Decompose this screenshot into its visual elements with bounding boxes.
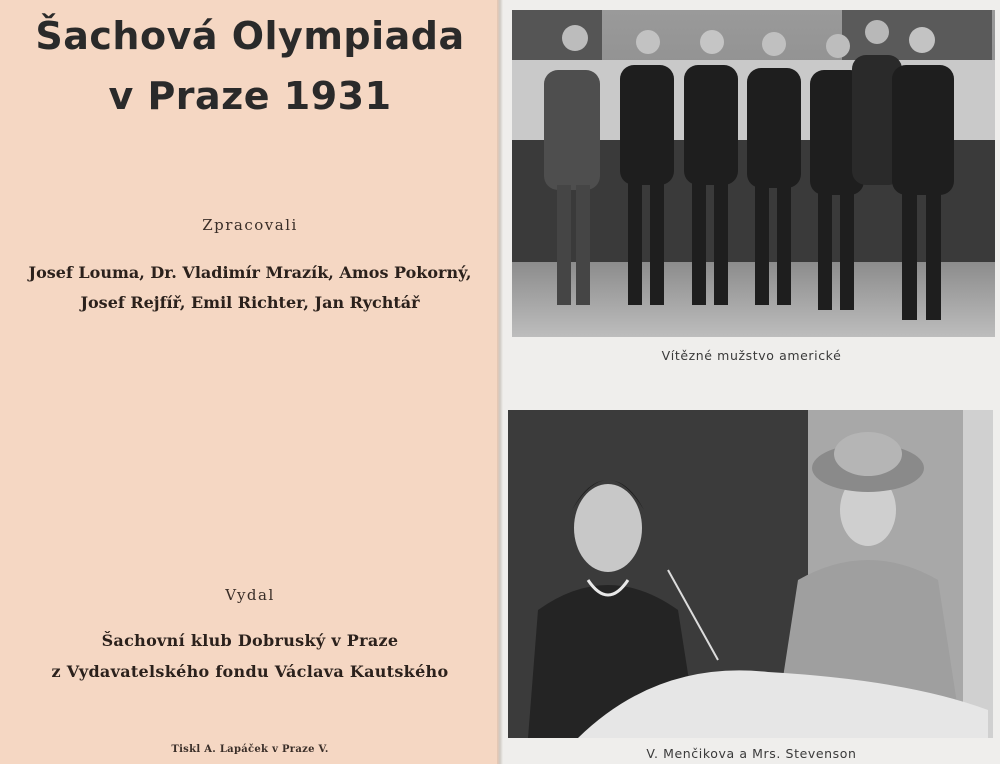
photo-page bbox=[503, 0, 1000, 764]
publisher-line-1: Šachovní klub Dobruský v Praze bbox=[101, 631, 399, 650]
credits-label: Zpracovali bbox=[202, 216, 298, 234]
team-photo-image bbox=[512, 10, 995, 337]
book-title-line-1: Šachová Olympiada bbox=[35, 14, 465, 58]
authors-line-1: Josef Louma, Dr. Vladimír Mrazík, Amos Pokorný, bbox=[28, 263, 472, 282]
women-photo bbox=[508, 410, 993, 738]
team-photo bbox=[512, 10, 995, 337]
authors-line-2: Josef Rejfíř, Emil Richter, Jan Rychtář bbox=[80, 293, 420, 312]
publisher-label: Vydal bbox=[225, 586, 275, 604]
book-title-line-2: v Praze 1931 bbox=[108, 74, 392, 118]
women-photo-image bbox=[508, 410, 993, 738]
publisher-line-2: z Vydavatelského fondu Václava Kautského bbox=[51, 662, 449, 681]
team-photo-caption: Vítězné mužstvo americké bbox=[661, 348, 842, 363]
printer-imprint: Tiskl A. Lapáček v Praze V. bbox=[171, 744, 329, 755]
women-photo-caption: V. Menčikova a Mrs. Stevenson bbox=[646, 746, 857, 761]
